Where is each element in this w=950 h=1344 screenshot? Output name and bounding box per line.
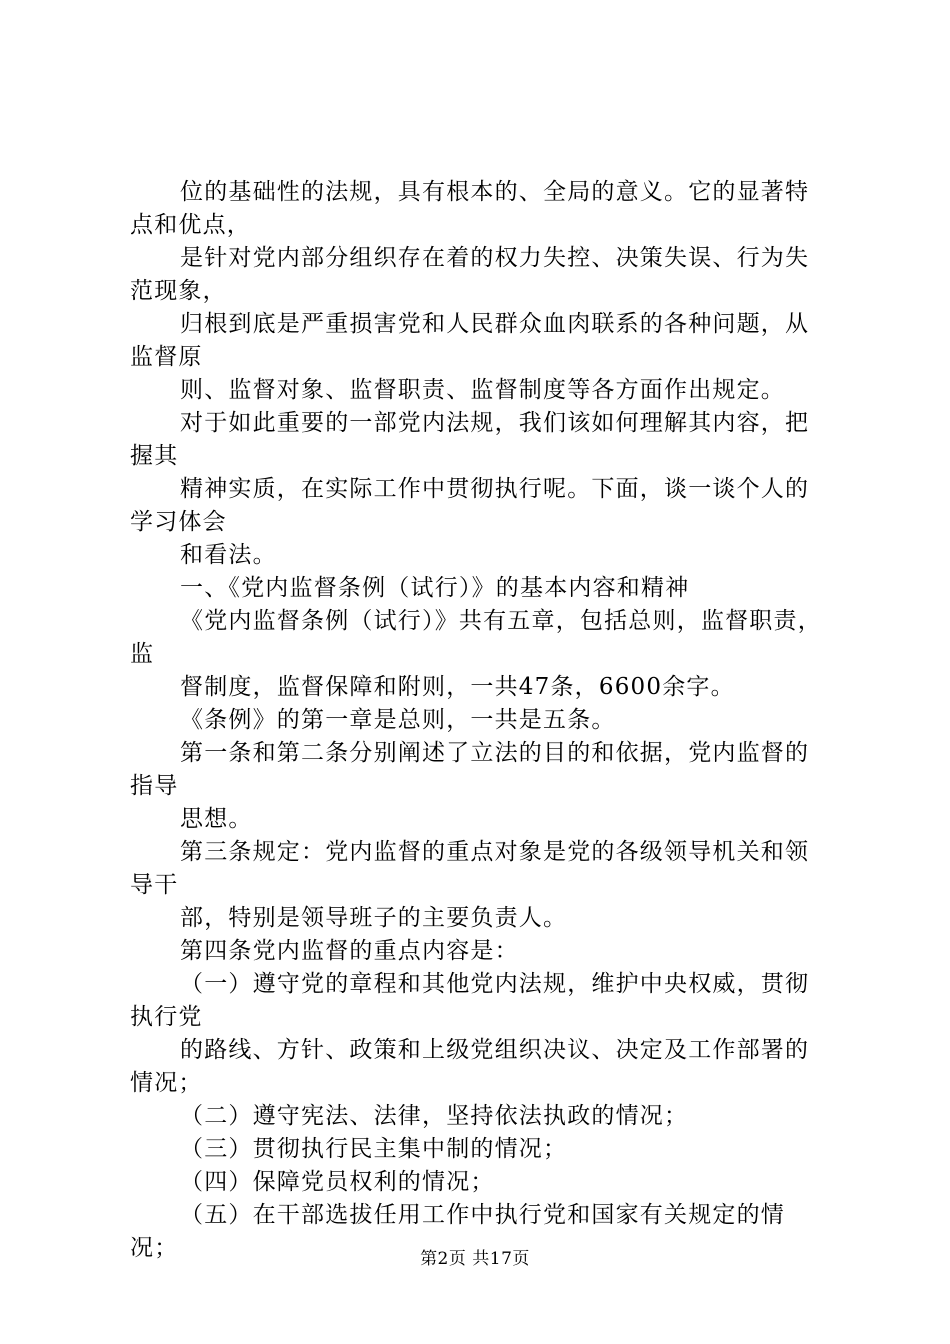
paragraph: 督制度，监督保障和附则，一共47条，6600余字。 [180,674,735,700]
paragraph: 第四条党内监督的重点内容是： [180,938,519,964]
page-number-footer: 第2页 共17页 [420,1249,530,1269]
paragraph: 和看法。 [180,542,277,568]
paragraph: 归根到底是严重损害党和人民群众血肉联系的各种问题，从监督原 [130,311,810,370]
document-body [130,176,832,1265]
paragraph: 精神实质，在实际工作中贯彻执行呢。下面，谈一谈个人的学习体会 [130,476,810,535]
paragraph: 部，特别是领导班子的主要负责人。 [180,905,568,931]
paragraph: 的路线、方针、政策和上级党组织决议、决定及工作部署的情况； [130,1037,810,1096]
list-item: （五）在干部选拔任用工作中执行党和国家有关规定的情况； [130,1202,785,1261]
section-heading: 一、《党内监督条例（试行）》的基本内容和精神 [180,575,690,601]
paragraph: 位的基础性的法规，具有根本的、全局的意义。它的显著特点和优点， [130,179,810,238]
paragraph: 思想。 [180,806,253,832]
paragraph: 《条例》的第一章是总则，一共是五条。 [180,707,616,733]
paragraph: 第三条规定：党内监督的重点对象是党的各级领导机关和领导干 [130,839,810,898]
paragraph: 第一条和第二条分别阐述了立法的目的和依据，党内监督的指导 [130,740,810,799]
paragraph: 则、监督对象、监督职责、监督制度等各方面作出规定。 [180,377,785,403]
paragraph: 《党内监督条例（试行）》共有五章，包括总则，监督职责，监 [130,608,822,667]
paragraph: 是针对党内部分组织存在着的权力失控、决策失误、行为失范现象， [130,245,810,304]
list-item: （四）保障党员权利的情况； [180,1169,495,1195]
paragraph: 对于如此重要的一部党内法规，我们该如何理解其内容，把握其 [130,410,810,469]
list-item: （二）遵守宪法、法律，坚持依法执政的情况； [180,1103,689,1129]
list-item: （三）贯彻执行民主集中制的情况； [180,1136,568,1162]
list-item: （一）遵守党的章程和其他党内法规，维护中央权威，贯彻执行党 [130,971,810,1030]
